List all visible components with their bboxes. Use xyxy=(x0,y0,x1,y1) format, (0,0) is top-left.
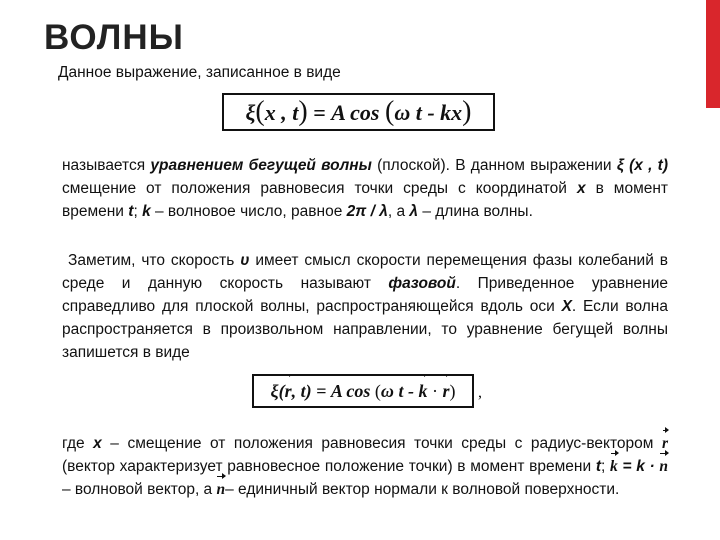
paragraph-vector-notation: где x – смещение от положения равновесия точки среды с радиус-вектором r (вектор характеризует равновесное положение точки) в момент времени t; k = k · n – волновой вектор, а n– единичный вектор нормали к волновой поверхности. xyxy=(62,432,668,501)
wave-equation-plane: ξ(x , t) = A cos (ω t - kx) xyxy=(222,93,495,131)
vector-n: n xyxy=(659,455,668,478)
slide-title: ВОЛНЫ xyxy=(44,18,184,57)
vector-r: r xyxy=(662,432,668,455)
vector-n: n xyxy=(216,478,225,501)
vector-k: k xyxy=(418,376,427,406)
wave-equation-vector: ξ(r, t) = A cos (ω t - k · r) xyxy=(252,374,474,408)
paragraph-phase-velocity: Заметим, что скорость υ имеет смысл скорости перемещения фазы колебаний в среде и данную скорость называют фазовой. Приведенное уравнение справедливо для плоской волны, распространяющейся вдоль оси X. Если волна распространяется в произвольном направлении, то уравнение бегущей волны запишется в виде xyxy=(62,252,669,361)
accent-bar xyxy=(706,0,720,108)
equation-comma: , xyxy=(478,384,482,401)
intro-text: Данное выражение, записанное в виде xyxy=(58,64,341,81)
vector-r: r xyxy=(442,376,449,406)
paragraph-definition: называется уравнением бегущей волны (плоской). В данном выражении ξ (x , t) смещение от положения равновесия точки среды с координатой x в момент времени t; k – волновое число, равное 2π / λ, а λ – длина волны. xyxy=(62,157,669,220)
vector-k: k xyxy=(610,455,618,478)
vector-r: r xyxy=(285,376,292,406)
